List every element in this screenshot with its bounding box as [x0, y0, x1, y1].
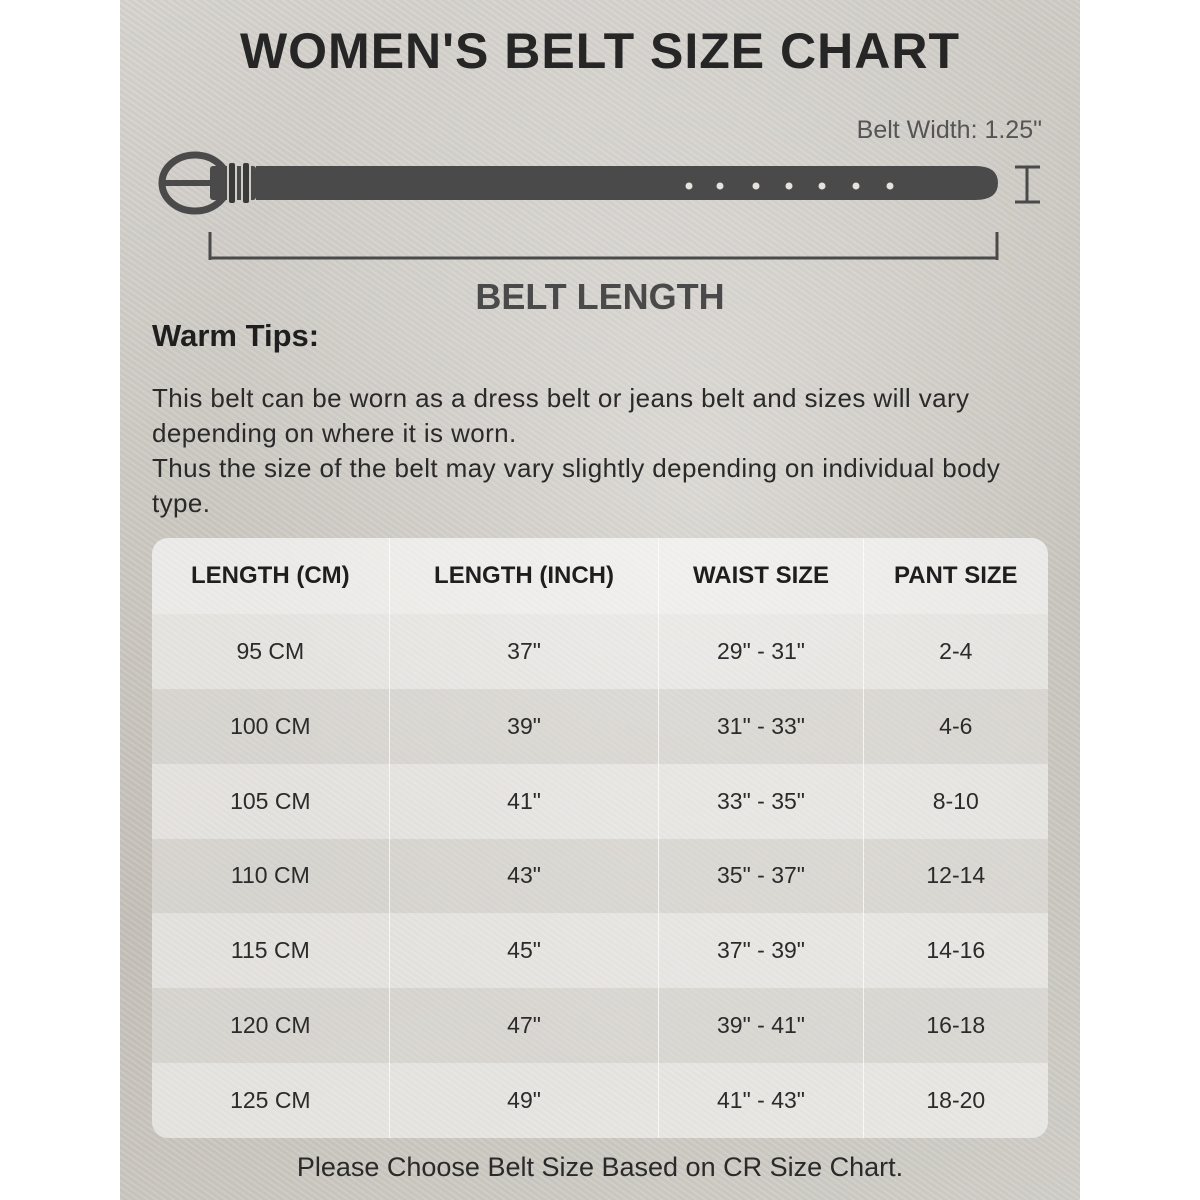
cell-length-inch: 45" — [389, 913, 659, 988]
header-length-inch: LENGTH (INCH) — [389, 538, 659, 614]
cell-pant-size: 16-18 — [863, 988, 1048, 1063]
table-header-row — [152, 538, 1048, 614]
table-row — [152, 614, 1048, 689]
cell-length-cm: 95 CM — [152, 614, 389, 689]
size-table — [152, 538, 1048, 1138]
cell-length-inch: 39" — [389, 689, 659, 764]
warm-tips-paragraph-1: This belt can be worn as a dress belt or jeans belt and sizes will vary depending on where it is worn. — [152, 383, 970, 448]
belt-length-label: BELT LENGTH — [475, 276, 725, 317]
size-chart-panel — [120, 0, 1080, 1200]
warm-tips-text — [152, 381, 1052, 521]
warm-tips-paragraph-2: Thus the size of the belt may vary slightly depending on individual body type. — [152, 453, 1001, 518]
cell-waist-size: 31" - 33" — [659, 689, 863, 764]
footer-note: Please Choose Belt Size Based on CR Size Chart. — [296, 1152, 904, 1182]
cell-waist-size: 29" - 31" — [659, 614, 863, 689]
cell-length-cm: 110 CM — [152, 839, 389, 914]
cell-pant-size: 4-6 — [863, 689, 1048, 764]
cell-length-inch: 49" — [389, 1063, 659, 1138]
cell-pant-size: 2-4 — [863, 614, 1048, 689]
header-pant-size: PANT SIZE — [863, 538, 1048, 614]
cell-waist-size: 39" - 41" — [659, 988, 863, 1063]
cell-waist-size: 37" - 39" — [659, 913, 863, 988]
cell-pant-size: 8-10 — [863, 764, 1048, 839]
cell-length-cm: 125 CM — [152, 1063, 389, 1138]
table-row — [152, 913, 1048, 988]
table-row — [152, 764, 1048, 839]
header-length-cm: LENGTH (CM) — [152, 538, 389, 614]
cell-length-inch: 43" — [389, 839, 659, 914]
cell-length-cm: 120 CM — [152, 988, 389, 1063]
belt-diagram-icon — [120, 140, 1080, 270]
cell-length-cm: 115 CM — [152, 913, 389, 988]
header-waist-size: WAIST SIZE — [659, 538, 863, 614]
table-row — [152, 1063, 1048, 1138]
belt-width-label: Belt Width: 1.25" — [856, 116, 1042, 144]
cell-pant-size: 18-20 — [863, 1063, 1048, 1138]
table-row — [152, 839, 1048, 914]
cell-waist-size: 35" - 37" — [659, 839, 863, 914]
cell-length-inch: 47" — [389, 988, 659, 1063]
cell-waist-size: 33" - 35" — [659, 764, 863, 839]
warm-tips-heading: Warm Tips: — [152, 318, 320, 353]
table-row — [152, 689, 1048, 764]
table-row — [152, 988, 1048, 1063]
cell-length-cm: 105 CM — [152, 764, 389, 839]
cell-length-inch: 41" — [389, 764, 659, 839]
cell-pant-size: 12-14 — [863, 839, 1048, 914]
cell-length-cm: 100 CM — [152, 689, 389, 764]
cell-length-inch: 37" — [389, 614, 659, 689]
cell-waist-size: 41" - 43" — [659, 1063, 863, 1138]
cell-pant-size: 14-16 — [863, 913, 1048, 988]
page-title: WOMEN'S BELT SIZE CHART — [239, 23, 961, 79]
